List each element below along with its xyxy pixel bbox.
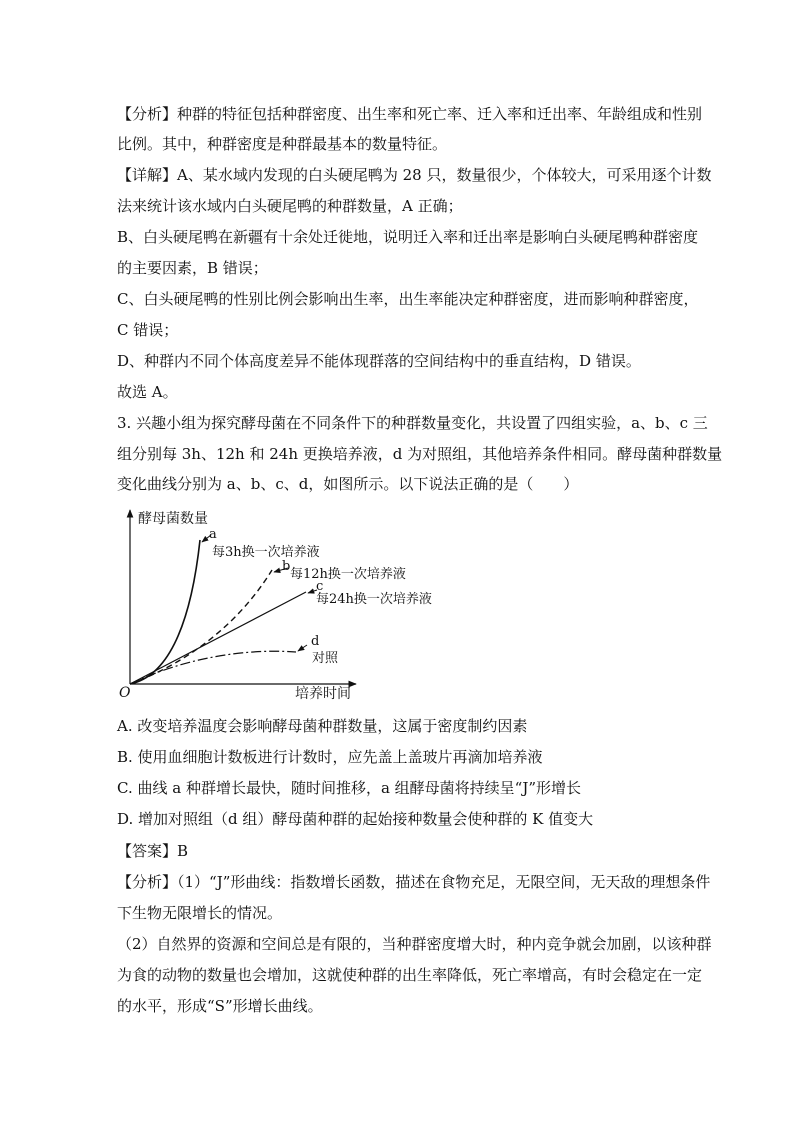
series-d-letter: d bbox=[311, 634, 320, 649]
origin-label: O bbox=[119, 685, 131, 701]
series-a-letter: a bbox=[209, 527, 217, 542]
analysis2-line: （2）自然界的资源和空间总是有限的，当种群密度增大时，种内竞争就会加剧，以该种群 bbox=[117, 935, 712, 953]
series-a-name: 每3h换一次培养液 bbox=[212, 545, 320, 560]
option-b: B. 使用血细胞计数板进行计数时，应先盖上盖玻片再滴加培养液 bbox=[117, 748, 543, 766]
option-d: D. 增加对照组（d 组）酵母菌种群的起始接种数量会使种群的 K 值变大 bbox=[117, 810, 594, 828]
option-c: C. 曲线 a 种群增长最快，随时间推移，a 组酵母菌将持续呈“J”形增长 bbox=[117, 779, 582, 797]
analysis2-line: 的水平，形成“S”形增长曲线。 bbox=[117, 997, 323, 1015]
curve-c bbox=[130, 592, 306, 684]
analysis-line: 【分析】种群的特征包括种群密度、出生率和死亡率、迁入率和迁出率、年龄组成和性别 bbox=[117, 105, 703, 123]
analysis2-line: 【分析】（1）“J”形曲线：指数增长函数，描述在食物充足，无限空间，无天敌的理想条件 bbox=[117, 873, 711, 891]
analysis-line: 比例。其中，种群密度是种群最基本的数量特征。 bbox=[117, 135, 448, 153]
option-a: A. 改变培养温度会影响酵母菌种群数量，这属于密度制约因素 bbox=[117, 717, 528, 735]
curve-b bbox=[130, 570, 272, 684]
detail-line: C 错误； bbox=[117, 321, 179, 339]
question-line: 组分别每 3h、12h 和 24h 更换培养液，d 为对照组，其他培养条件相同。酵母菌种群数量 bbox=[117, 445, 723, 463]
curve-d bbox=[130, 651, 296, 684]
question-line: 变化曲线分别为 a、b、c、d，如图所示。以下说法正确的是（ ） bbox=[117, 475, 579, 493]
analysis2-line: 为食的动物的数量也会增加，这就使种群的出生率降低，死亡率增高，有时会稳定在一定 bbox=[117, 966, 703, 984]
series-b-letter: b bbox=[282, 559, 291, 574]
detail-line: D、种群内不同个体高度差异不能体现群落的空间结构中的垂直结构，D 错误。 bbox=[117, 352, 641, 370]
detail-line: 【详解】A、某水域内发现的白头硬尾鸭为 28 只，数量很少，个体较大，可采用逐个计数 bbox=[117, 166, 712, 184]
detail-line: C、白头硬尾鸭的性别比例会影响出生率，出生率能决定种群密度，进而影响种群密度， bbox=[117, 290, 699, 308]
detail-line: 的主要因素，B 错误； bbox=[117, 259, 268, 277]
detail-line: B、白头硬尾鸭在新疆有十余处迁徙地，说明迁入率和迁出率是影响白头硬尾鸭种群密度 bbox=[117, 228, 699, 246]
series-c-letter: c bbox=[316, 579, 324, 594]
x-axis-label: 培养时间 bbox=[295, 686, 351, 702]
detail-line: 法来统计该水域内白头硬尾鸭的种群数量，A 正确； bbox=[117, 197, 463, 215]
yeast-growth-chart bbox=[110, 502, 432, 702]
series-b-name: 每12h换一次培养液 bbox=[290, 567, 406, 582]
series-d-name: 对照 bbox=[312, 651, 339, 666]
y-axis-label: 酵母菌数量 bbox=[138, 511, 208, 527]
detail-line: 故选 A。 bbox=[117, 383, 178, 401]
arrow-d bbox=[298, 645, 307, 651]
series-c-name: 每24h换一次培养液 bbox=[316, 592, 432, 607]
analysis2-line: 下生物无限增长的情况。 bbox=[117, 904, 283, 922]
answer-line: 【答案】B bbox=[117, 842, 189, 860]
question-line: 3. 兴趣小组为探究酵母菌在不同条件下的种群数量变化，共设置了四组实验，a、b、c 三 bbox=[117, 414, 708, 432]
